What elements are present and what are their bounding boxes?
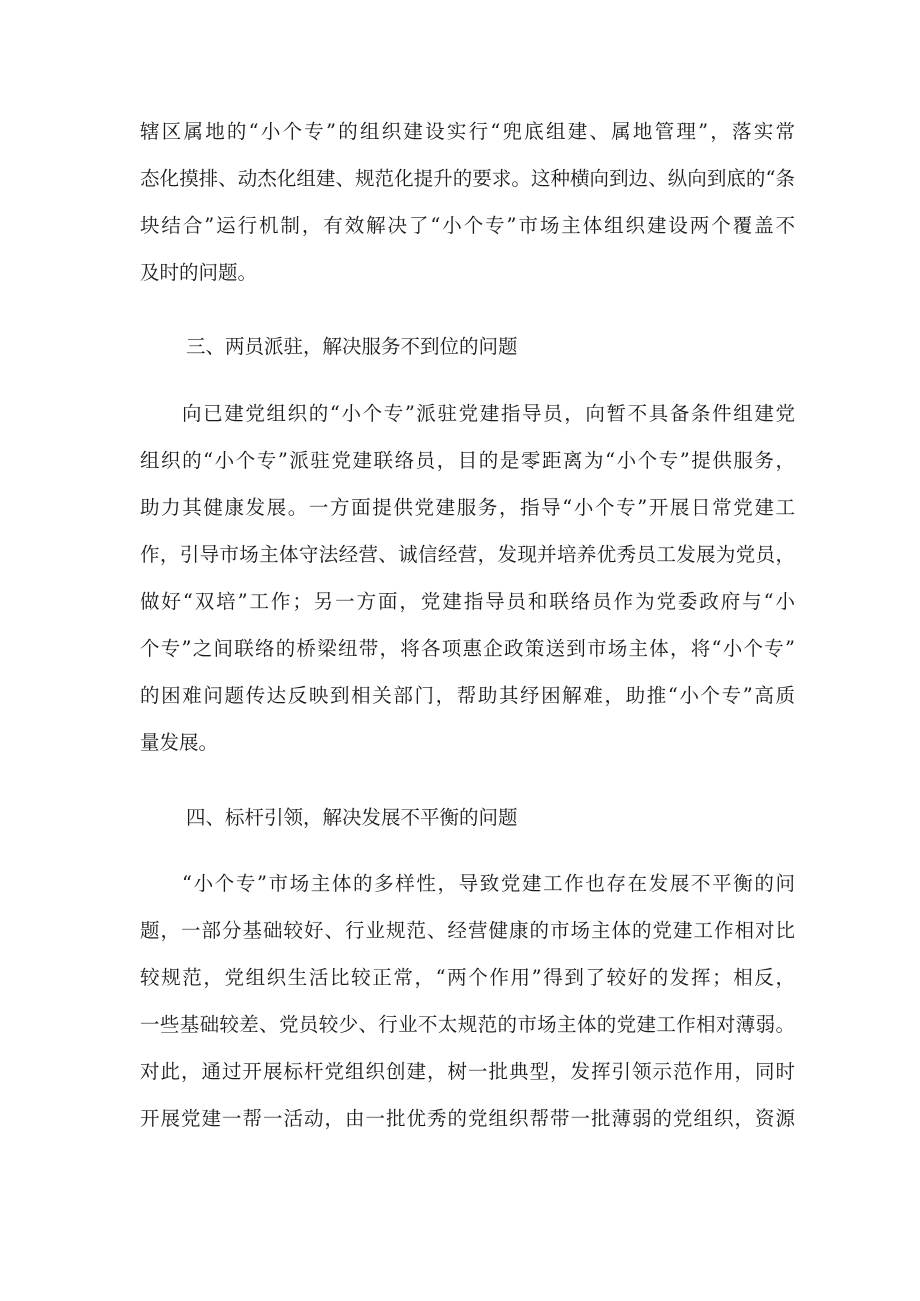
text-line: 向已建党组织的“小个专”派驻党建指导员，向暂不具备条件组建党	[182, 402, 795, 425]
section-heading-4: 四、标杆引领，解决发展不平衡的问题	[186, 806, 518, 829]
text-line: 对此，通过开展标杆党组织创建，树一批典型，发挥引领示范作用，同时	[140, 1060, 795, 1083]
text-line: 题，一部分基础较好、行业规范、经营健康的市场主体的党建工作相对比	[140, 919, 795, 942]
text-line: 组织的“小个专”派驻党建联络员，目的是零距离为“小个专”提供服务，	[140, 449, 795, 472]
text-line: 开展党建一帮一活动，由一批优秀的党组织帮带一批薄弱的党组织，资源	[140, 1107, 795, 1130]
text-line: 辖区属地的“小个专”的组织建设实行“兜底组建、属地管理”，落实常	[140, 120, 795, 143]
text-line: 态化摸排、动杰化组建、规范化提升的要求。这种横向到边、纵向到底的“条	[140, 167, 795, 190]
text-line: 个专”之间联络的桥梁纽带，将各项惠企政策送到市场主体，将“小个专”	[140, 637, 795, 660]
text-line: 较规范，党组织生活比较正常，“两个作用”得到了较好的发挥；相反，	[140, 966, 795, 989]
text-line: 助力其健康发展。一方面提供党建服务，指导“小个专”开展日常党建工	[140, 496, 795, 519]
text-line: 做好“双培”工作；另一方面，党建指导员和联络员作为党委政府与“小	[140, 590, 795, 613]
text-line: 作，引导市场主体守法经营、诚信经营，发现并培养优秀员工发展为党员，	[140, 543, 795, 566]
text-line: 一些基础较差、党员较少、行业不太规范的市场主体的党建工作相对薄弱。	[140, 1013, 795, 1036]
text-line: 量发展。	[140, 731, 219, 754]
text-line: 块结合”运行机制，有效解决了“小个专”市场主体组织建设两个覆盖不	[140, 214, 795, 237]
text-line: 及时的问题。	[140, 261, 258, 284]
section-heading-3: 三、两员派驻，解决服务不到位的问题	[186, 335, 518, 358]
text-line: “小个专”市场主体的多样性，导致党建工作也存在发展不平衡的问	[182, 872, 795, 895]
text-line: 的困难问题传达反映到相关部门，帮助其纾困解难，助推“小个专”高质	[140, 684, 795, 707]
